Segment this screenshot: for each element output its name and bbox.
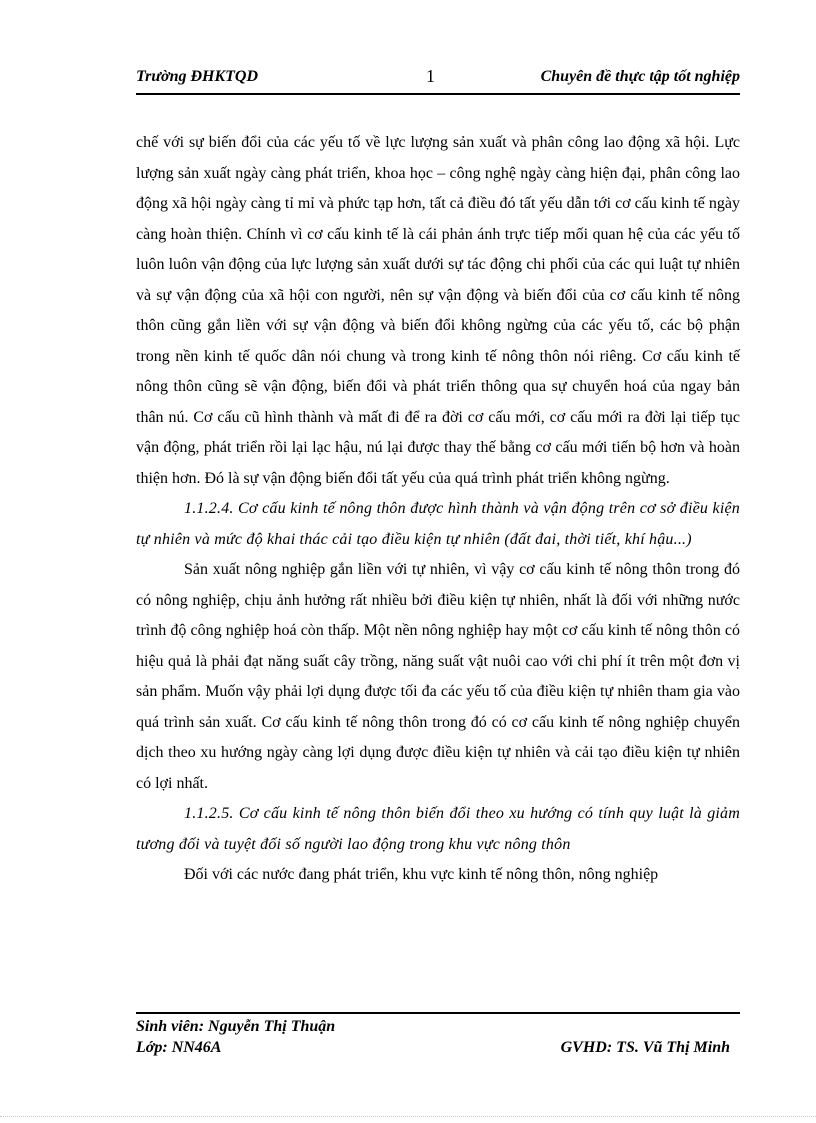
page-break-line <box>0 1116 816 1117</box>
section-heading-1-1-2-5: 1.1.2.5. Cơ cấu kinh tế nông thôn biến đổi theo xu hướng có tính quy luật là giảm tương đối và tuyệt đối số người lao động trong khu vực nông thôn <box>136 805 740 853</box>
page-number: 1 <box>426 66 435 86</box>
header-rule <box>136 93 740 95</box>
document-body <box>136 128 740 891</box>
page-footer <box>136 1016 740 1060</box>
class-code: Lớp: NN46A <box>136 1039 222 1056</box>
paragraph-3: Đối với các nước đang phát triển, khu vực kinh tế nông thôn, nông nghiệp <box>184 866 659 883</box>
school-name: Trường ĐHKTQD <box>136 68 259 85</box>
document-type: Chuyên đề thực tập tốt nghiệp <box>540 68 740 85</box>
page-header <box>136 66 740 94</box>
section-heading-1-1-2-4: 1.1.2.4. Cơ cấu kinh tế nông thôn được hình thành và vận động trên cơ sở điều kiện tự nhiên và mức độ khai thác cải tạo điều kiện tự nhiên (đất đai, thời tiết, khí hậu...) <box>136 500 740 548</box>
paragraph-2: Sản xuất nông nghiệp gắn liền với tự nhiên, vì vậy cơ cấu kinh tế nông thôn trong đó có nông nghiệp, chịu ảnh hưởng rất nhiều bởi điều kiện tự nhiên, nhất là đối với những nước trình độ công nghiệp hoá còn thấp. Một nền nông nghiệp hay một cơ cấu kinh tế nông thôn có hiệu quả là phải đạt năng suất cây trồng, năng suất vật nuôi cao với chi phí ít trên một đơn vị sản phẩm. Muốn vậy phải lợi dụng được tối đa các yếu tố của điều kiện tự nhiên tham gia vào quá trình sản xuất. Cơ cấu kinh tế nông thôn trong đó có cơ cấu kinh tế nông nghiệp chuyển dịch theo xu hướng ngày càng lợi dụng được điều kiện tự nhiên và cải tạo điều kiện tự nhiên có lợi nhất. <box>136 561 740 792</box>
advisor-name: GVHD: TS. Vũ Thị Minh <box>560 1039 730 1056</box>
paragraph-1: chế với sự biến đổi của các yếu tố về lực lượng sản xuất và phân công lao động xã hội. Lực lượng sản xuất ngày càng phát triển, khoa học – công nghệ ngày càng hiện đại, phân công lao động xã hội ngày càng tỉ mỉ và phức tạp hơn, tất cả điều đó tất yếu dẫn tới cơ cấu kinh tế ngày càng hoàn thiện. Chính vì cơ cấu kinh tế là cái phản ánh trực tiếp mối quan hệ của các yếu tố luôn luôn vận động của lực lượng sản xuất dưới sự tác động chi phối của các qui luật tự nhiên và sự vận động của xã hội con người, nên sự vận động và biến đổi của cơ cấu kinh tế nông thôn cũng gắn liền với sự vận động và biến đổi không ngừng của các yếu tố, các bộ phận trong nền kinh tế quốc dân nói chung và trong kinh tế nông thôn nói riêng. Cơ cấu kinh tế nông thôn cũng sẽ vận động, biến đổi và phát triển thông qua sự chuyển hoá của ngay bản thân nú. Cơ cấu cũ hình thành và mất đi để ra đời cơ cấu mới, cơ cấu mới ra đời lại tiếp tục vận động, phát triển rồi lại lạc hậu, nú lại được thay thế bằng cơ cấu mới tiến bộ hơn và hoàn thiện hơn. Đó là sự vận động biến đổi tất yếu của quá trình phát triển không ngừng. <box>136 134 740 487</box>
footer-rule <box>136 1012 740 1014</box>
student-name: Sinh viên: Nguyễn Thị Thuận <box>136 1018 336 1035</box>
